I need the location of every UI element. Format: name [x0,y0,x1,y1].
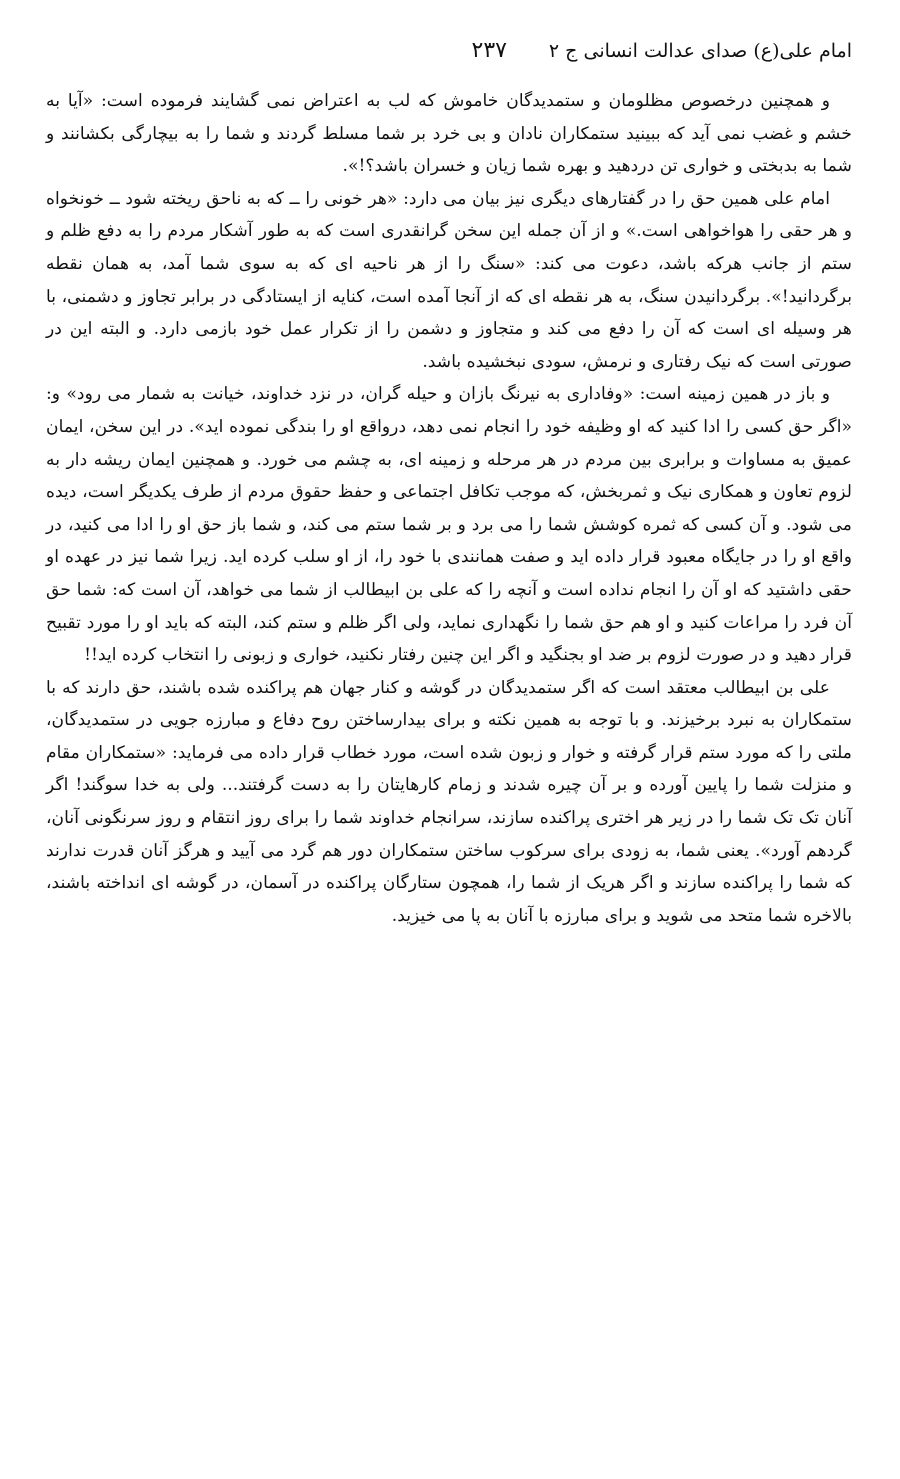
page-header [46,34,852,72]
paragraph: علی بن ابیطالب معتقد است که اگر ستمدیدگان در گوشه و کنار جهان هم پراکنده شده باشند، حق دارند که با ستمکاران به نبرد برخیزند. و با توجه به همین نکته و برای بیدارساختن روح دفاع و مبارزه جویی در ستمدیدگان، ملتی را که مورد ستم قرار گرفته و خوار و زبون شده است، مورد خطاب قرار داده می فرماید: «ستمکاران مقام و منزلت شما را پایین آورده و بر آن چیره شدند و زمام کارهایتان را به دست گرفتند... ولی به خدا سوگند! اگر آنان تک تک شما را در زیر هر اختری پراکنده سازند، سرانجام خداوند شما را برای روز انتقام و روز سرنگونی آنان، گردهم آورد». یعنی شما، به زودی برای سرکوب ساختن ستمکاران دور هم گرد می آیید و هرگز آنان قدرت ندارند که شما را پراکنده سازند و اگر هریک از شما را، همچون ستارگان پراکنده در آسمان، در گوشه ای انداخته باشند، بالاخره شما متحد می شوید و برای مبارزه با آنان به پا می خیزید. [46,677,852,926]
body-text [46,85,852,932]
paragraph: و همچنین درخصوص مظلومان و ستمدیدگان خاموش که لب به اعتراض نمی گشایند فرموده است: «آیا به خشم و غضب نمی آید که ببینید ستمکاران نادان و بی خرد بر شما مسلط گردند و شما را به بیچارگی بکشانند و شما به بدبختی و خواری تن دردهید و بهره شما زیان و خسران باشد؟!». [46,91,852,177]
paragraph: و باز در همین زمینه است: «وفاداری به نیرنگ بازان و حیله گران، در نزد خداوند، خیانت به شمار می رود» و: «اگر حق کسی را ادا کنید که او وظیفه خود را انجام نمی دهد، درواقع او را بندگی نموده اید». در این سخن، ایمان عمیق به مساوات و برابری بین مردم در هر مرحله و زمینه ای، به چشم می خورد. و همچنین ایمان ریشه دار به لزوم تعاون و همکاری نیک و ثمربخش، که موجب تکافل اجتماعی و حفظ حقوق مردم از طرف یکدیگر است، دیده می شود. و آن کسی که ثمره کوشش شما را می برد و بر شما ستم می کند، و شما باز حق او را ادا می کنید، در واقع او را در جایگاه معبود قرار داده اید و صفت همانندی با خود را، از او سلب کرده اید. زیرا شما نیز در عهده او حقی داشتید که او آن را انجام نداده است و آنچه را که علی بن ابیطالب از شما می خواهد، آن است که: شما حق آن فرد را مراعات کنید و او هم حق شما را نگهداری نماید، ولی اگر ظلم و ستم کند، البته که باید او را مورد تقبیح قرار دهید و در صورت لزوم بر ضد او بجنگید و اگر این چنین رفتار نکنید، خواری و زبونی را انتخاب کرده اید!! [46,384,852,666]
page-number: ۲۳۷ [471,38,507,63]
paragraph: امام علی همین حق را در گفتارهای دیگری نیز بیان می دارد: «هر خونی را ــ که به ناحق ریخته شود ــ خونخواه و هر حقی را هواخواهی است.» و از آن جمله این سخن گرانقدری است که به طور آشکار مردم را به دفع ظلم و ستم از جانب هرکه باشد، دعوت می کند: «سنگ را از هر ناحیه ای که به سوی شما آمد، به همان نقطه برگردانید!». برگردانیدن سنگ، به هر نقطه ای که از آنجا آمده است، کنایه از ایستادگی در برابر تجاوز و دشمنی، با هر وسیله ای است که آن را دفع می کند و متجاوز و دشمن را از تکرار عمل خود بازمی دارد. و البته این در صورتی است که نیک رفتاری و نرمش، سودی نبخشیده باشد. [46,188,852,372]
running-title: امام علی(ع) صدای عدالت انسانی ج ۲ [548,40,852,62]
